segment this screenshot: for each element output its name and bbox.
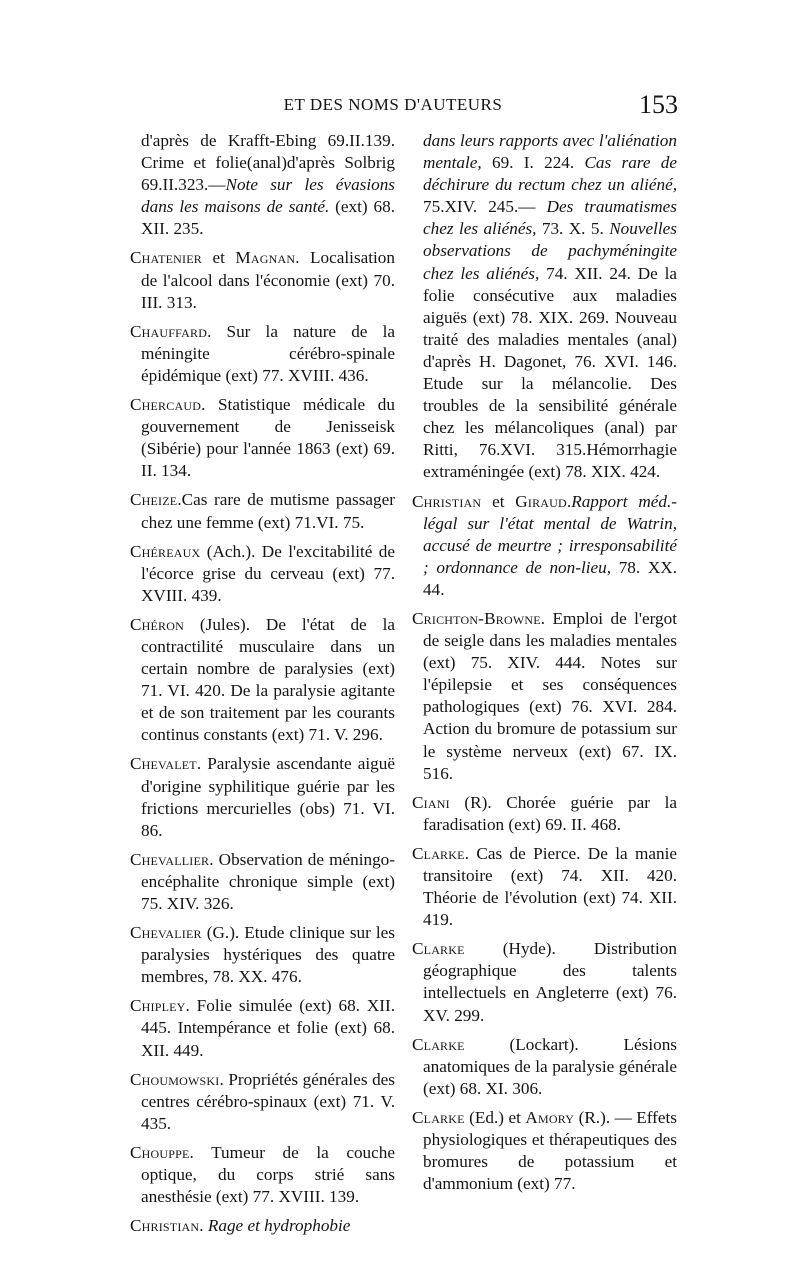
left-column: [130, 130, 395, 1244]
entry-text: 75.XIV. 245.—: [423, 197, 547, 217]
index-entry: [412, 608, 677, 785]
right-column: [412, 130, 677, 1202]
author-name: Cheize: [130, 490, 178, 510]
index-entry: [130, 1069, 395, 1135]
author-name: Chatenier: [130, 248, 202, 268]
work-title: Des traumatismes chez les aliénés,: [423, 197, 677, 239]
work-title: Nouvelles observations de pachyméningite chez les aliénés,: [423, 219, 677, 283]
index-entry: [130, 1215, 395, 1237]
index-entry: [412, 1107, 677, 1195]
page-number: 153: [639, 90, 678, 119]
index-entry: [130, 849, 395, 915]
author-name: Chipley: [130, 996, 186, 1016]
entry-text: (ext) 68. XII. 235.: [141, 197, 395, 239]
index-entry: [130, 321, 395, 387]
work-title: Rage et hydrophobie: [207, 1216, 351, 1236]
entry-text: . Emploi de l'ergot de seigle dans les maladies mentales (ext) 75. XIV. 444. Notes sur l'épilepsie et ses conséquences pathologiques (ext) 76. XVI. 284. Action du bromure de potassium sur le système nerveux (ext) 67. IX. 516.: [423, 608, 677, 783]
author-name: Chéreaux: [130, 541, 201, 561]
author-name: Clarke: [412, 939, 465, 959]
entry-text: (R.). — Effets physiologiques et thérapeutiques des bromures de potassium et d'ammonium (ext) 77.: [423, 1107, 677, 1194]
index-entry: [412, 1034, 677, 1100]
index-entry: [130, 922, 395, 988]
index-entry: [130, 247, 395, 313]
entry-text: . Localisation de l'alcool dans l'économie (ext) 70. III. 313.: [141, 248, 395, 312]
author-name: Clarke: [412, 1107, 465, 1127]
entry-text: . Tumeur de la couche optique, du corps strié sans anesthésie (ext) 77. XVIII. 139.: [141, 1142, 395, 1207]
index-entry: [412, 843, 677, 931]
work-title: dans leurs rapports avec l'aliénation mentale,: [423, 131, 677, 173]
author-name: Crichton-Browne: [412, 608, 541, 628]
author-name: Ciani: [412, 792, 450, 812]
index-entry: [130, 541, 395, 607]
author-name: Amory: [525, 1107, 575, 1127]
author-name: Chevalet: [130, 754, 197, 774]
index-entry: [412, 491, 677, 601]
running-head: ET DES NOMS D'AUTEURS: [283, 95, 503, 114]
author-name: Clarke: [412, 1034, 465, 1054]
index-entry: [130, 394, 395, 482]
index-entry-continued: [412, 130, 677, 484]
entry-text: . Sur la nature de la méningite cérébro-spinale épidémique (ext) 77. XVIII. 436.: [141, 321, 395, 385]
author-name: Choumowski: [130, 1069, 220, 1089]
index-entry: [130, 753, 395, 841]
index-entry: [130, 489, 395, 533]
entry-text: . Propriétés générales des centres cérébro-spinaux (ext) 71. V. 435.: [141, 1069, 395, 1133]
entry-text: 69. I. 224.: [481, 153, 585, 173]
author-name: Clarke: [412, 843, 465, 863]
author-name: Christian: [130, 1216, 200, 1236]
entry-text: (Ach.). De l'excitabilité de l'écorce grise du cerveau (ext) 77. XVIII. 439.: [141, 541, 395, 605]
index-entry: [130, 1142, 395, 1208]
entry-text: . Cas de Pierce. De la manie transitoire (ext) 74. XII. 420. Théorie de l'évolution (ext) 74. XII. 419.: [423, 843, 677, 930]
author-name: Chercaud: [130, 395, 202, 415]
index-entry-continued: [130, 130, 395, 240]
entry-text: (Jules). De l'état de la contractilité musculaire dans un certain nombre de paralysies (ext) 71. VI. 420. De la paralysie agitante et de son traitement par les courants continus constants (ext) 71. V. 296.: [141, 614, 395, 745]
entry-text: (Ed.) et: [464, 1107, 526, 1127]
index-entry: [412, 938, 677, 1026]
author-name: Chouppe: [130, 1142, 190, 1162]
entry-text: .: [566, 491, 572, 511]
author-name: Giraud: [515, 491, 567, 511]
entry-text: et: [481, 491, 516, 511]
entry-text: . Folie simulée (ext) 68. XII. 445. Intempérance et folie (ext) 68. XII. 449.: [141, 996, 395, 1060]
author-name: Chauffard: [130, 321, 208, 341]
entry-text: .Cas rare de mutisme passager chez une femme (ext) 71.VI. 75.: [141, 490, 395, 532]
entry-text: (Lockart). Lésions anatomiques de la paralysie générale (ext) 68. XI. 306.: [423, 1034, 677, 1098]
entry-text: (G.). Etude clinique sur les paralysies hystériques des quatre membres, 78. XX. 476.: [141, 923, 395, 987]
entry-text: 73. X. 5.: [536, 219, 610, 239]
work-title: Cas rare de déchirure du rectum chez un aliéné,: [423, 153, 677, 195]
index-entry: [130, 995, 395, 1061]
entry-text: . Statistique médicale du gouvernement de Jenisseisk (Sibérie) pour l'année 1863 (ext) 69. II. 134.: [141, 395, 395, 481]
entry-text: et: [201, 248, 236, 268]
entry-text: . Paralysie ascendante aiguë d'origine syphilitique guérie par les frictions mercurielles (obs) 71. VI. 86.: [141, 754, 395, 840]
entry-text: (Hyde). Distribution géographique des talents intellectuels en Angleterre (ext) 76. XV. 299.: [423, 939, 677, 1025]
entry-text: . Observation de méningo-encéphalite chronique simple (ext) 75. XIV. 326.: [141, 849, 395, 913]
entry-text: d'après de Krafft-Ebing 69.II.139. Crime et folie(anal)d'après Solbrig 69.II.323.—: [141, 131, 395, 195]
index-entry: [412, 792, 677, 836]
entry-text: 74. XII. 24. De la folie consécutive aux maladies aiguës (ext) 78. XIX. 269. Nouveau traité des maladies mentales (anal) d'après H. Dagonet, 76. XVI. 146. Etude sur la mélancolie. Des troubles de la sensibilité générale chez les mélancoliques (anal) par Ritti, 76.XVI. 315.Hémorrhagie extraméningée (ext) 78. XIX. 424.: [423, 263, 677, 482]
work-title: Rapport méd.-légal sur l'état mental de Watrin, accusé de meurtre ; irresponsabilité ; ordonnance de non-lieu,: [423, 491, 677, 577]
page-header: [108, 92, 678, 122]
entry-text: (R). Chorée guérie par la faradisation (ext) 69. II. 468.: [423, 792, 677, 834]
entry-text: 78. XX. 44.: [423, 557, 677, 599]
author-name: Chéron: [130, 614, 184, 634]
work-title: Note sur les évasions dans les maisons de santé.: [141, 175, 395, 217]
author-name: Christian: [412, 491, 482, 511]
author-name: Chevallier: [130, 849, 210, 869]
entry-text: .: [199, 1216, 208, 1236]
author-name: Chevalier: [130, 923, 202, 943]
author-name: Magnan: [235, 248, 296, 268]
index-entry: [130, 614, 395, 747]
